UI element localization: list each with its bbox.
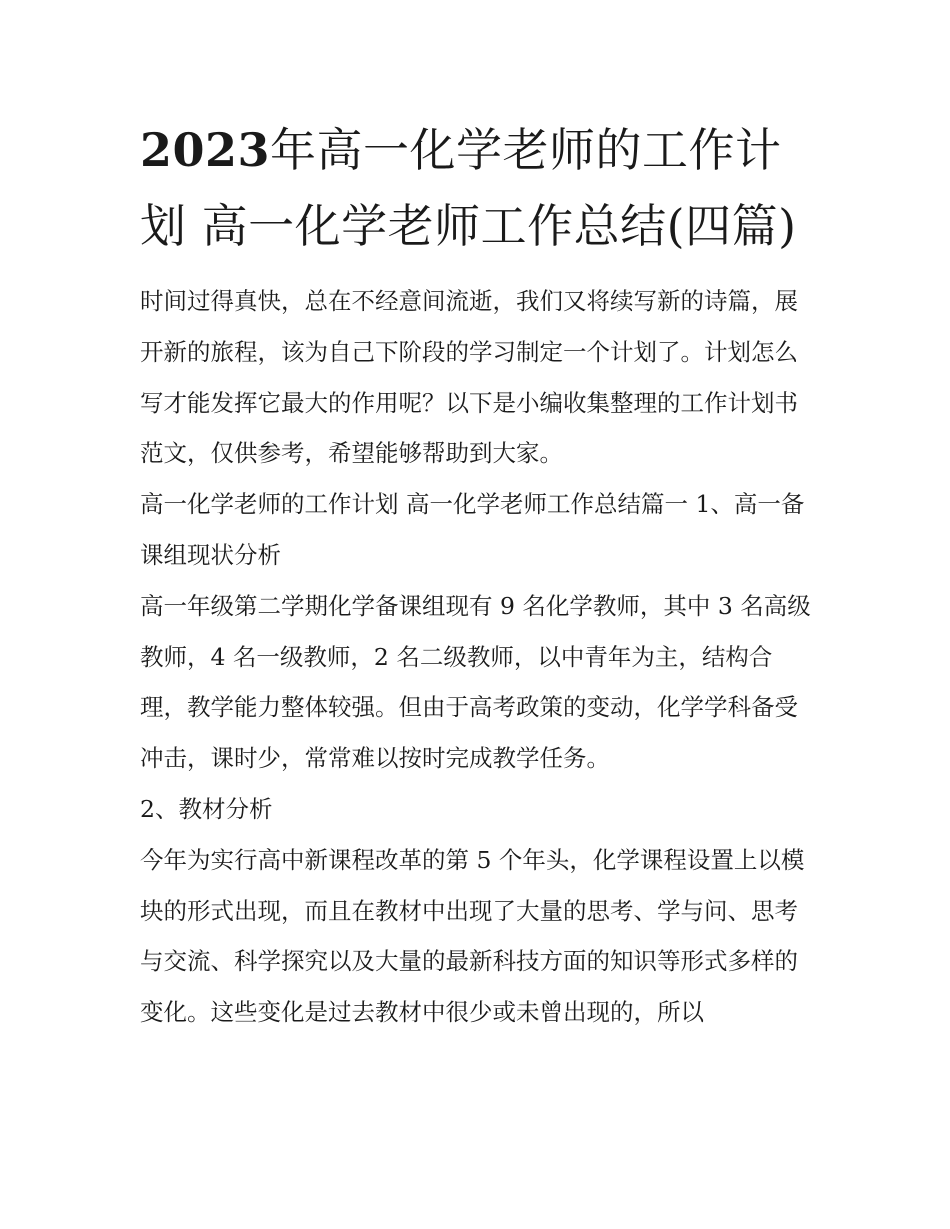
body-paragraph-textbook: 今年为实行高中新课程改革的第 5 个年头，化学课程设置上以模块的形式出现，而且在教材中出现了大量的思考、学与问、思考与交流、科学探究以及大量的最新科技方面的知识等形式多样的变化。这些变化是过去教材中很少或未曾出现的，所以: [140, 845, 805, 1027]
body-paragraph-analysis: 高一年级第二学期化学备课组现有 9 名化学教师，其中 3 名高级教师，4 名一级教师，2 名二级教师，以中青年为主，结构合理，教学能力整体较强。但由于高考政策的变动，化学学科备受冲击，课时少，常常难以按时完成教学任务。: [140, 591, 811, 773]
intro-paragraph: 时间过得真快，总在不经意间流逝，我们又将续写新的诗篇，展开新的旅程，该为自己下阶段的学习制定一个计划了。计划怎么写才能发挥它最大的作用呢？以下是小编收集整理的工作计划书范文，仅供参考，希望能够帮助到大家。: [140, 287, 798, 468]
section-heading-1: 高一化学老师的工作计划 高一化学老师工作总结篇一 1、高一备课组现状分析: [140, 490, 805, 569]
section-heading-2: 2、教材分析: [140, 794, 273, 823]
document-title: [140, 112, 812, 264]
title-text: 年高一化学老师的工作计划 高一化学老师工作总结(四篇): [140, 123, 797, 253]
document-page: [140, 112, 812, 1038]
title-year: 2023: [140, 123, 271, 177]
